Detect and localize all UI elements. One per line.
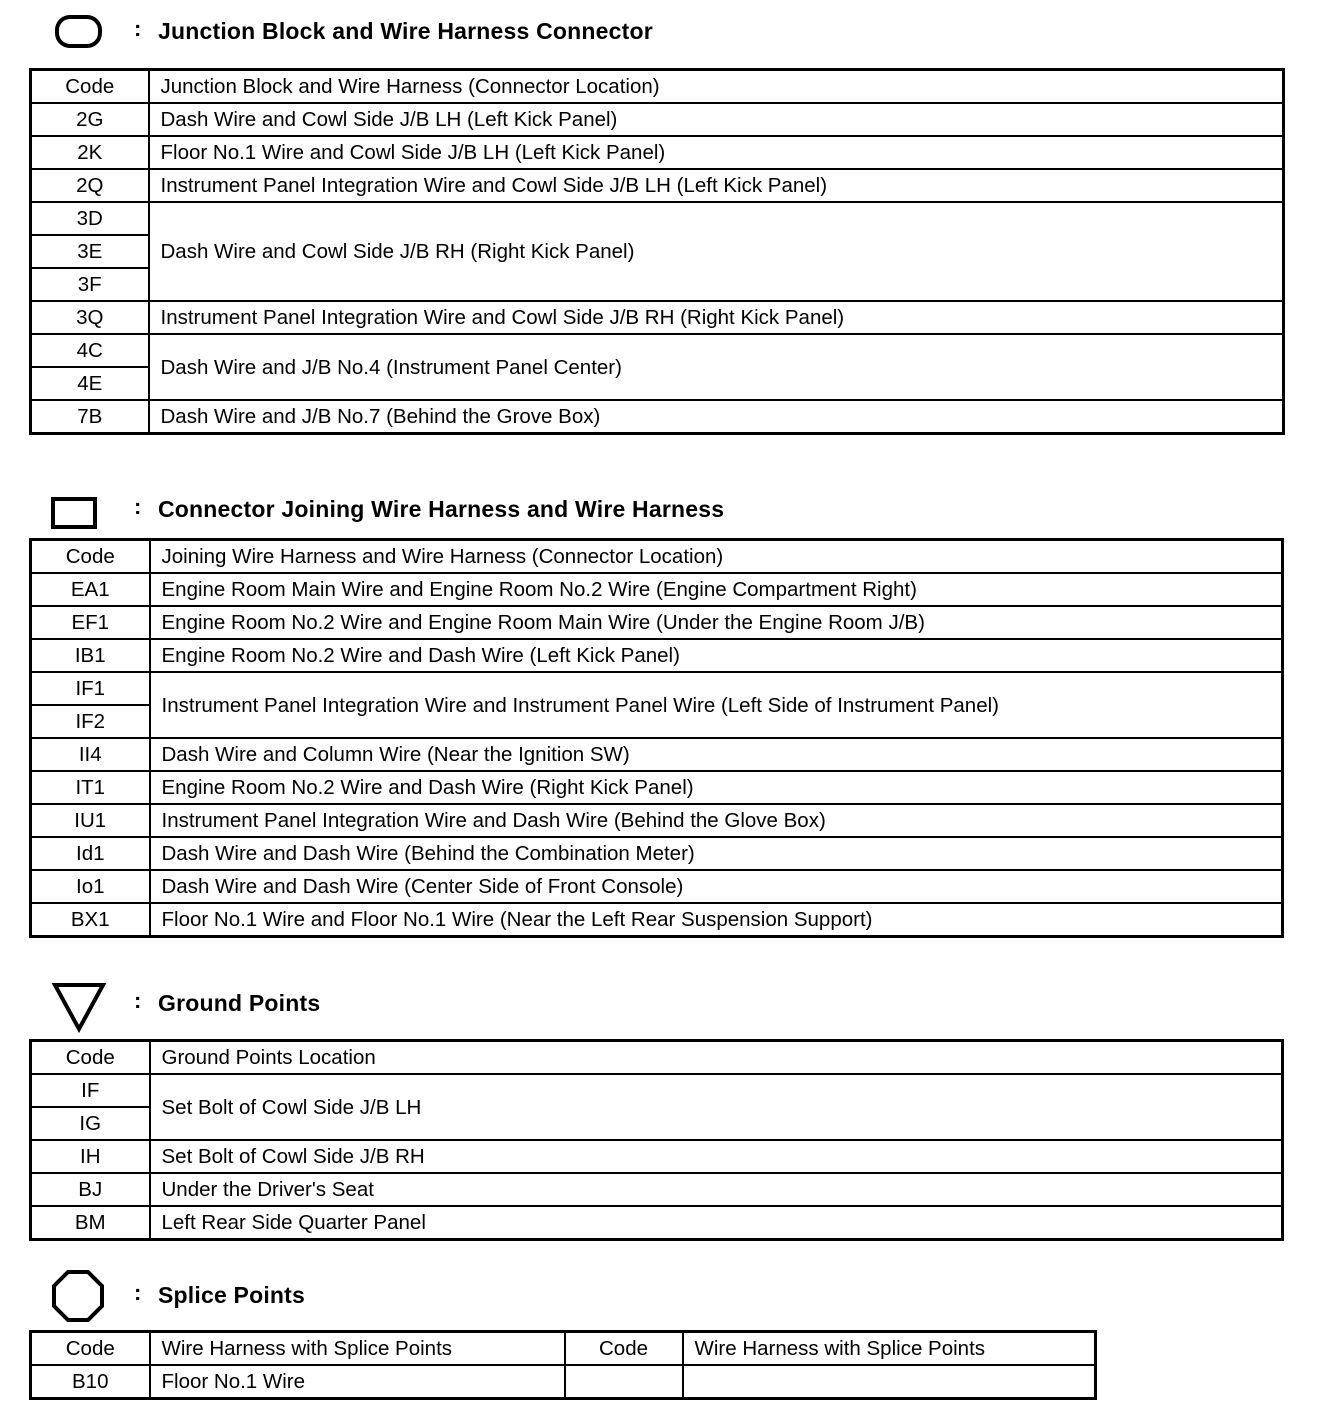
row-code: Io1 [31, 870, 150, 903]
table-row [31, 738, 1283, 771]
row-code: BX1 [31, 903, 150, 937]
section-junction-block [0, 10, 1328, 62]
row-code: II4 [31, 738, 150, 771]
row-code: IG [31, 1107, 150, 1140]
table-row [31, 804, 1283, 837]
square-icon [50, 496, 100, 532]
row-code: 4E [31, 367, 149, 400]
row-desc: Set Bolt of Cowl Side J/B LH [150, 1074, 1283, 1140]
junction-block-table [29, 68, 1285, 435]
table-row [31, 334, 1284, 367]
header-code: Code [565, 1332, 683, 1366]
row-desc: Set Bolt of Cowl Side J/B RH [150, 1140, 1283, 1173]
rounded-rect-icon [54, 14, 104, 50]
table-row [31, 771, 1283, 804]
table-row [31, 103, 1284, 136]
row-desc: Instrument Panel Integration Wire and Cowl Side J/B RH (Right Kick Panel) [149, 301, 1284, 334]
header-desc: Junction Block and Wire Harness (Connector Location) [149, 70, 1284, 104]
row-desc: Engine Room No.2 Wire and Engine Room Main Wire (Under the Engine Room J/B) [150, 606, 1283, 639]
table-row [31, 400, 1284, 434]
row-desc: Under the Driver's Seat [150, 1173, 1283, 1206]
section-connector-joining [0, 488, 1328, 540]
header-desc: Ground Points Location [150, 1041, 1283, 1075]
table-row [31, 606, 1283, 639]
table-row [31, 1365, 1096, 1399]
row-code: Id1 [31, 837, 150, 870]
table-row [31, 301, 1284, 334]
section-colon: : [134, 494, 142, 519]
table-row [31, 136, 1284, 169]
row-desc: Instrument Panel Integration Wire and Cowl Side J/B LH (Left Kick Panel) [149, 169, 1284, 202]
row-code: BJ [31, 1173, 150, 1206]
row-code: 3D [31, 202, 149, 235]
section-colon: : [134, 988, 142, 1013]
section-title: Connector Joining Wire Harness and Wire Harness [158, 496, 725, 522]
octagon-icon [50, 1268, 106, 1324]
table-header-row [31, 540, 1283, 574]
row-code [565, 1365, 683, 1399]
row-code: 3E [31, 235, 149, 268]
row-code: IB1 [31, 639, 150, 672]
row-desc [683, 1365, 1096, 1399]
row-code: 4C [31, 334, 149, 367]
header-code: Code [31, 1041, 150, 1075]
header-desc: Wire Harness with Splice Points [683, 1332, 1096, 1366]
table-row [31, 1173, 1283, 1206]
row-desc: Instrument Panel Integration Wire and Instrument Panel Wire (Left Side of Instrument Panel) [150, 672, 1283, 738]
row-desc: Dash Wire and Cowl Side J/B LH (Left Kick Panel) [149, 103, 1284, 136]
row-code: EA1 [31, 573, 150, 606]
connector-joining-table [29, 538, 1284, 938]
down-triangle-icon [51, 980, 107, 1034]
row-code: EF1 [31, 606, 150, 639]
row-desc: Engine Room No.2 Wire and Dash Wire (Left Kick Panel) [150, 639, 1283, 672]
section-title: Ground Points [158, 990, 321, 1016]
row-code: 2G [31, 103, 149, 136]
header-code: Code [31, 540, 150, 574]
row-code: B10 [31, 1365, 150, 1399]
row-code: 3F [31, 268, 149, 301]
row-desc: Dash Wire and J/B No.4 (Instrument Panel Center) [149, 334, 1284, 400]
row-code: IU1 [31, 804, 150, 837]
row-desc: Left Rear Side Quarter Panel [150, 1206, 1283, 1240]
row-desc: Dash Wire and Dash Wire (Behind the Combination Meter) [150, 837, 1283, 870]
table-row [31, 1206, 1283, 1240]
row-desc: Dash Wire and J/B No.7 (Behind the Grove Box) [149, 400, 1284, 434]
table-row [31, 639, 1283, 672]
table-row [31, 202, 1284, 235]
row-desc: Floor No.1 Wire and Floor No.1 Wire (Near the Left Rear Suspension Support) [150, 903, 1283, 937]
ground-points-table [29, 1039, 1284, 1241]
row-desc: Dash Wire and Column Wire (Near the Ignition SW) [150, 738, 1283, 771]
table-header-row [31, 70, 1284, 104]
row-desc: Engine Room No.2 Wire and Dash Wire (Right Kick Panel) [150, 771, 1283, 804]
table-row [31, 672, 1283, 705]
section-colon: : [134, 1280, 142, 1305]
row-code: 2K [31, 136, 149, 169]
row-code: IF [31, 1074, 150, 1107]
row-code: 7B [31, 400, 149, 434]
section-colon: : [134, 16, 142, 41]
section-splice-points [0, 1266, 1328, 1318]
row-desc: Floor No.1 Wire and Cowl Side J/B LH (Left Kick Panel) [149, 136, 1284, 169]
row-code: 2Q [31, 169, 149, 202]
header-code: Code [31, 1332, 150, 1366]
row-desc: Engine Room Main Wire and Engine Room No.2 Wire (Engine Compartment Right) [150, 573, 1283, 606]
row-code: IT1 [31, 771, 150, 804]
section-title: Junction Block and Wire Harness Connector [158, 18, 653, 44]
table-row [31, 573, 1283, 606]
row-code: IH [31, 1140, 150, 1173]
row-code: 3Q [31, 301, 149, 334]
row-desc: Dash Wire and Dash Wire (Center Side of Front Console) [150, 870, 1283, 903]
section-ground-points [0, 978, 1328, 1030]
header-desc: Wire Harness with Splice Points [150, 1332, 565, 1366]
header-desc: Joining Wire Harness and Wire Harness (Connector Location) [150, 540, 1283, 574]
table-row [31, 1074, 1283, 1107]
row-code: BM [31, 1206, 150, 1240]
row-desc: Floor No.1 Wire [150, 1365, 565, 1399]
table-row [31, 870, 1283, 903]
table-row [31, 1140, 1283, 1173]
row-code: IF2 [31, 705, 150, 738]
table-header-row [31, 1332, 1096, 1366]
table-row [31, 903, 1283, 937]
section-title: Splice Points [158, 1282, 306, 1308]
row-code: IF1 [31, 672, 150, 705]
table-row [31, 837, 1283, 870]
splice-points-table [29, 1330, 1097, 1400]
header-code: Code [31, 70, 149, 104]
row-desc: Dash Wire and Cowl Side J/B RH (Right Kick Panel) [149, 202, 1284, 301]
table-header-row [31, 1041, 1283, 1075]
table-row [31, 169, 1284, 202]
row-desc: Instrument Panel Integration Wire and Dash Wire (Behind the Glove Box) [150, 804, 1283, 837]
